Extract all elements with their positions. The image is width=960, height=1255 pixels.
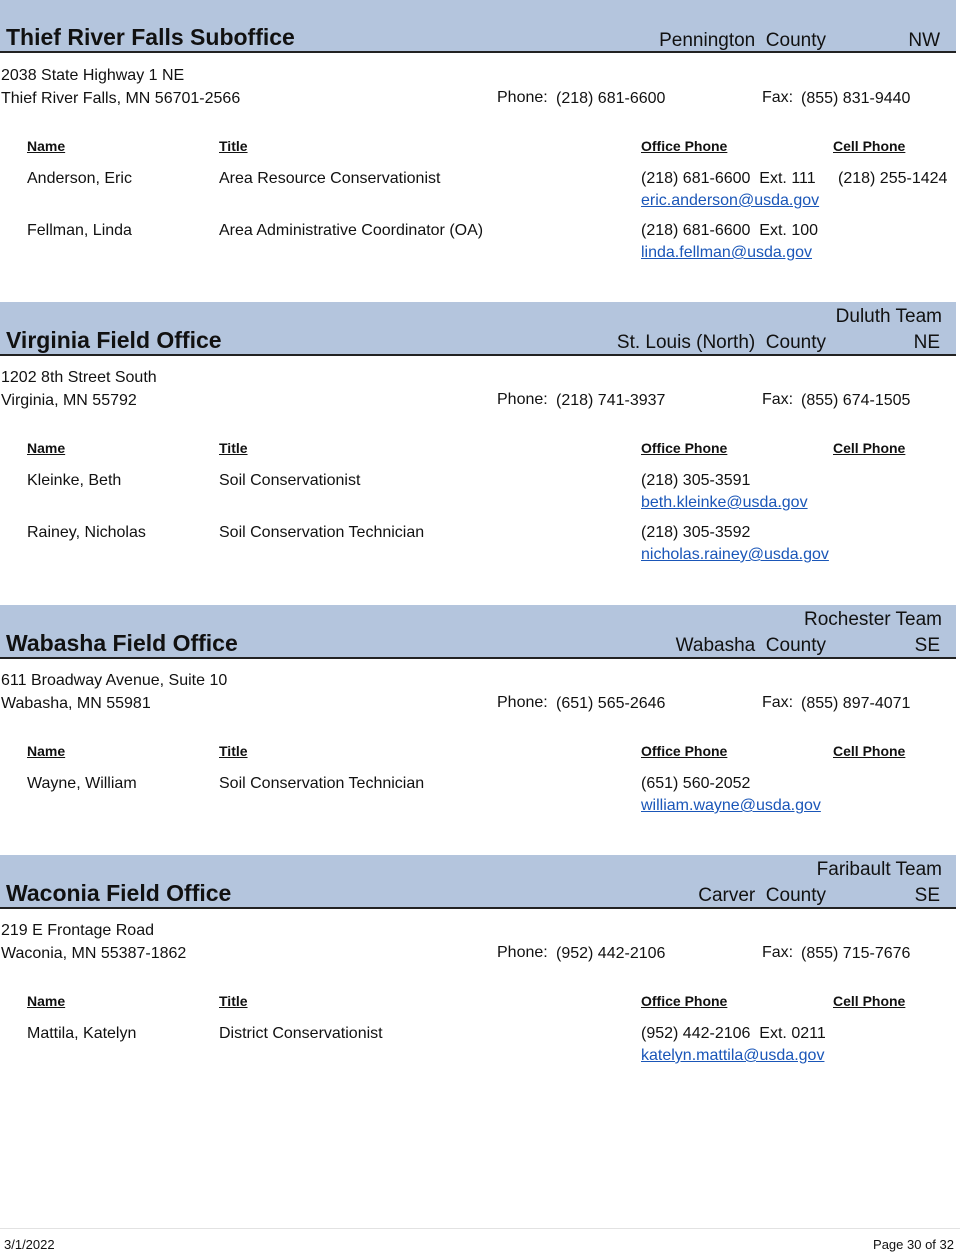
staff-office-phone: (218) 305-3592	[641, 524, 751, 541]
region-code: NE	[913, 332, 940, 353]
staff-name: Kleinke, Beth	[27, 472, 122, 489]
phone-label: Phone:	[497, 89, 548, 106]
staff-name: Rainey, Nicholas	[27, 524, 146, 541]
office-phone-number: (218) 741-3937	[556, 392, 666, 409]
fax-number: (855) 897-4071	[801, 695, 911, 712]
staff-cell-phone: (218) 255-1424	[838, 170, 948, 187]
fax-number: (855) 674-1505	[801, 392, 911, 409]
office-name: Wabasha Field Office	[6, 630, 238, 656]
address-line-2: Waconia, MN 55387-1862	[1, 945, 187, 962]
address-line-1: 219 E Frontage Road	[1, 922, 154, 939]
fax-number: (855) 831-9440	[801, 90, 911, 107]
county-name: Wabasha County	[675, 635, 826, 656]
staff-name: Anderson, Eric	[27, 170, 132, 187]
staff-email-link[interactable]: eric.anderson@usda.gov	[641, 192, 820, 209]
column-header-title: Title	[219, 138, 248, 154]
footer-divider	[0, 1228, 960, 1229]
fax-label: Fax:	[762, 694, 794, 711]
staff-title: Soil Conservation Technician	[219, 524, 425, 541]
column-header-office-phone: Office Phone	[641, 138, 728, 154]
column-header-name: Name	[27, 138, 66, 154]
office-header	[0, 855, 956, 909]
region-code: SE	[914, 635, 940, 656]
column-header-name: Name	[27, 440, 66, 456]
staff-email-link[interactable]: beth.kleinke@usda.gov	[641, 494, 808, 511]
staff-email-link[interactable]: nicholas.rainey@usda.gov	[641, 546, 829, 563]
office-header	[0, 605, 956, 659]
page-number: Page 30 of 32	[873, 1237, 954, 1252]
county-name: Carver County	[698, 885, 826, 906]
phone-label: Phone:	[497, 391, 548, 408]
column-header-cell-phone: Cell Phone	[833, 743, 906, 759]
staff-office-phone: (218) 681-6600 Ext. 111	[641, 170, 816, 187]
column-header-cell-phone: Cell Phone	[833, 138, 906, 154]
staff-office-phone: (952) 442-2106 Ext. 0211	[641, 1025, 826, 1042]
fax-label: Fax:	[762, 89, 794, 106]
address-line-2: Virginia, MN 55792	[1, 392, 137, 409]
office-header	[0, 302, 956, 356]
county-name: St. Louis (North) County	[616, 332, 826, 353]
office-phone-number: (218) 681-6600	[556, 90, 666, 107]
office-header	[0, 0, 956, 53]
staff-title: Soil Conservationist	[219, 472, 361, 489]
column-header-title: Title	[219, 743, 248, 759]
office-phone-number: (952) 442-2106	[556, 945, 666, 962]
staff-email-link[interactable]: linda.fellman@usda.gov	[641, 244, 813, 261]
address-line-1: 1202 8th Street South	[1, 369, 157, 386]
office-phone-number: (651) 565-2646	[556, 695, 666, 712]
address-line-2: Wabasha, MN 55981	[1, 695, 151, 712]
staff-email-link[interactable]: katelyn.mattila@usda.gov	[641, 1047, 825, 1064]
team-name: Duluth Team	[835, 306, 942, 327]
staff-title: Soil Conservation Technician	[219, 775, 425, 792]
staff-title: Area Resource Conservationist	[219, 170, 441, 187]
office-name: Thief River Falls Suboffice	[6, 24, 295, 50]
staff-office-phone: (218) 681-6600 Ext. 100	[641, 222, 819, 239]
county-name: Pennington County	[659, 30, 826, 51]
staff-office-phone: (218) 305-3591	[641, 472, 751, 489]
region-code: NW	[908, 30, 940, 51]
fax-number: (855) 715-7676	[801, 945, 911, 962]
column-header-title: Title	[219, 993, 248, 1009]
fax-label: Fax:	[762, 391, 794, 408]
column-header-office-phone: Office Phone	[641, 743, 728, 759]
team-name: Faribault Team	[816, 859, 942, 880]
staff-name: Wayne, William	[27, 775, 137, 792]
footer-date: 3/1/2022	[4, 1237, 55, 1252]
staff-name: Mattila, Katelyn	[27, 1025, 137, 1042]
office-name: Virginia Field Office	[6, 327, 222, 353]
column-header-office-phone: Office Phone	[641, 993, 728, 1009]
column-header-office-phone: Office Phone	[641, 440, 728, 456]
staff-title: District Conservationist	[219, 1025, 383, 1042]
column-header-title: Title	[219, 440, 248, 456]
column-header-name: Name	[27, 993, 66, 1009]
staff-title: Area Administrative Coordinator (OA)	[219, 222, 484, 239]
region-code: SE	[914, 885, 940, 906]
office-name: Waconia Field Office	[6, 880, 232, 906]
address-line-2: Thief River Falls, MN 56701-2566	[1, 90, 241, 107]
column-header-name: Name	[27, 743, 66, 759]
team-name: Rochester Team	[804, 609, 942, 630]
staff-email-link[interactable]: william.wayne@usda.gov	[641, 797, 821, 814]
phone-label: Phone:	[497, 944, 548, 961]
address-line-1: 2038 State Highway 1 NE	[1, 67, 185, 84]
column-header-cell-phone: Cell Phone	[833, 440, 906, 456]
phone-label: Phone:	[497, 694, 548, 711]
column-header-cell-phone: Cell Phone	[833, 993, 906, 1009]
fax-label: Fax:	[762, 944, 794, 961]
address-line-1: 611 Broadway Avenue, Suite 10	[1, 672, 228, 689]
staff-office-phone: (651) 560-2052	[641, 775, 751, 792]
staff-name: Fellman, Linda	[27, 222, 132, 239]
